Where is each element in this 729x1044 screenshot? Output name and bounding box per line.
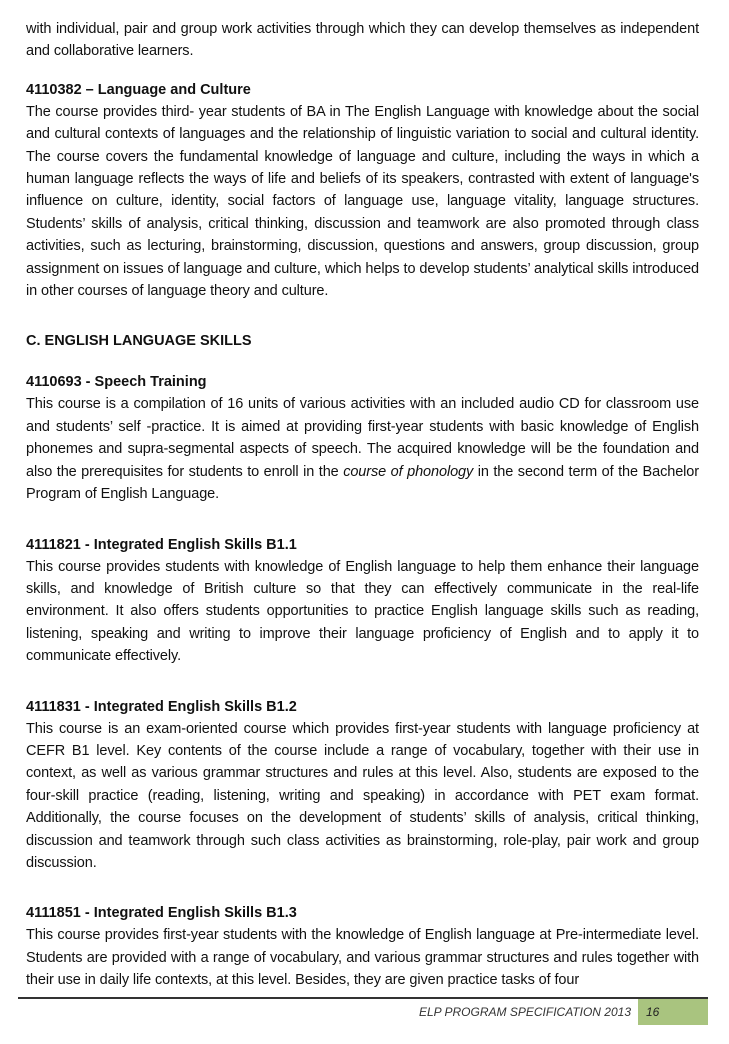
course-b1-3 xyxy=(26,902,699,991)
course-speech-training xyxy=(26,371,699,505)
description-italic-text: course of phonology xyxy=(343,463,474,480)
course-heading: 4110693 - Speech Training xyxy=(26,374,207,391)
course-description: The course provides third- year students of BA in The English Language with knowledge about the social and cultural contexts of languages and the relationship of linguistic variation to social and cultural identity. The course covers the fundamental knowledge of language and culture, including the ways in which a human language reflects the ways of life and beliefs of its speakers, contrasted with extent of language's influence on culture, identity, social factors of language use, language vitality, language structures. Students’ skills of analysis, critical thinking, discussion and teamwork are also promoted through class activities, such as lecturing, brainstorming, discussion, questions and answers, group discussion, group assignment on issues of language and culture, which helps to develop students’ analytical skills introduced in other courses of language theory and culture. xyxy=(26,103,699,300)
intro-paragraph: with individual, pair and group work activities through which they can develop themselves as independent and collaborative learners. xyxy=(26,21,699,60)
footer-label: ELP PROGRAM SPECIFICATION 2013 xyxy=(418,1005,631,1019)
footer-divider xyxy=(18,997,708,999)
course-heading: 4110382 – Language and Culture xyxy=(26,81,251,98)
course-heading: 4111851 - Integrated English Skills B1.3 xyxy=(26,905,297,922)
document-page xyxy=(26,0,699,992)
course-language-culture xyxy=(26,79,699,303)
course-description xyxy=(26,393,699,505)
section-heading: C. ENGLISH LANGUAGE SKILLS xyxy=(26,333,252,350)
course-description: This course is an exam-oriented course which provides first-year students with language proficiency at CEFR B1 level. Key contents of the course include a range of vocabulary, together with their use in context, as well as various grammar structures and rules at this level. Also, students are exposed to the four-skill practice (reading, listening, writing and speaking) in accordance with PET exam format. Additionally, the course focuses on the development of students’ skills of analysis, critical thinking, discussion and teamwork through such class activities as brainstorming, role-play, pair work and group discussion. xyxy=(26,720,699,871)
description-text: This course is a compilation of 16 units of various activities with an included audio CD for classroom use and students’ self -practice. It is aimed at providing first-year students with basic knowledge of English phonemes and supra-segmental aspects of speech. The acquired knowledge will be the foundation and also the prerequisites for students to enroll in the xyxy=(26,396,699,480)
course-description: This course provides first-year students with the knowledge of English language at Pre-intermediate level. Students are provided with a range of vocabulary, and various grammar structures and rules together with their use in daily life contexts, at this level. Besides, they are given practice tasks of four xyxy=(26,927,699,989)
course-b1-1 xyxy=(26,534,699,668)
course-heading: 4111821 - Integrated English Skills B1.1 xyxy=(26,536,297,553)
course-description: This course provides students with knowledge of English language to help them enhance their language skills, and knowledge of British culture so that they can effectively communicate in the real-life environment. It also offers students opportunities to practice English language skills such as reading, listening, speaking and writing to improve their language proficiency of English and to apply it to communicate effectively. xyxy=(26,558,699,665)
page-number: 16 xyxy=(638,999,708,1025)
course-b1-2 xyxy=(26,696,699,875)
course-heading: 4111831 - Integrated English Skills B1.2 xyxy=(26,698,297,715)
description-text: in the second term of the Bachelor Program of English Language. xyxy=(26,463,699,503)
